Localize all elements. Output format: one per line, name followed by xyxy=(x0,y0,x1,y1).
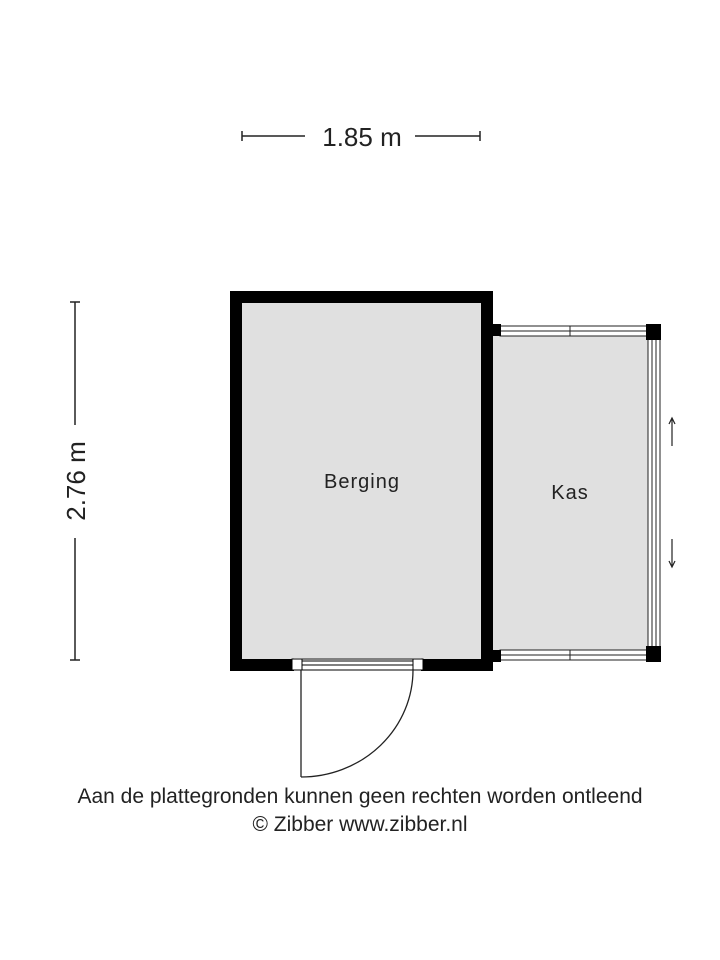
room-berging xyxy=(230,291,493,671)
door-swing xyxy=(301,670,413,777)
height-dimension xyxy=(61,302,91,660)
room-label-berging: Berging xyxy=(324,471,400,493)
room-kas xyxy=(493,324,661,662)
height-dimension-label: 2.76 m xyxy=(61,441,91,521)
room-label-kas: Kas xyxy=(551,482,589,504)
copyright-text: © Zibber www.zibber.nl xyxy=(252,813,468,836)
arrow-up-icon xyxy=(669,418,675,446)
width-dimension-label: 1.85 m xyxy=(322,122,402,152)
sliding-arrows xyxy=(669,418,675,567)
width-dimension xyxy=(242,122,480,152)
arrow-down-icon xyxy=(669,539,675,567)
disclaimer-text: Aan de plattegronden kunnen geen rechten worden ontleend xyxy=(77,785,643,808)
